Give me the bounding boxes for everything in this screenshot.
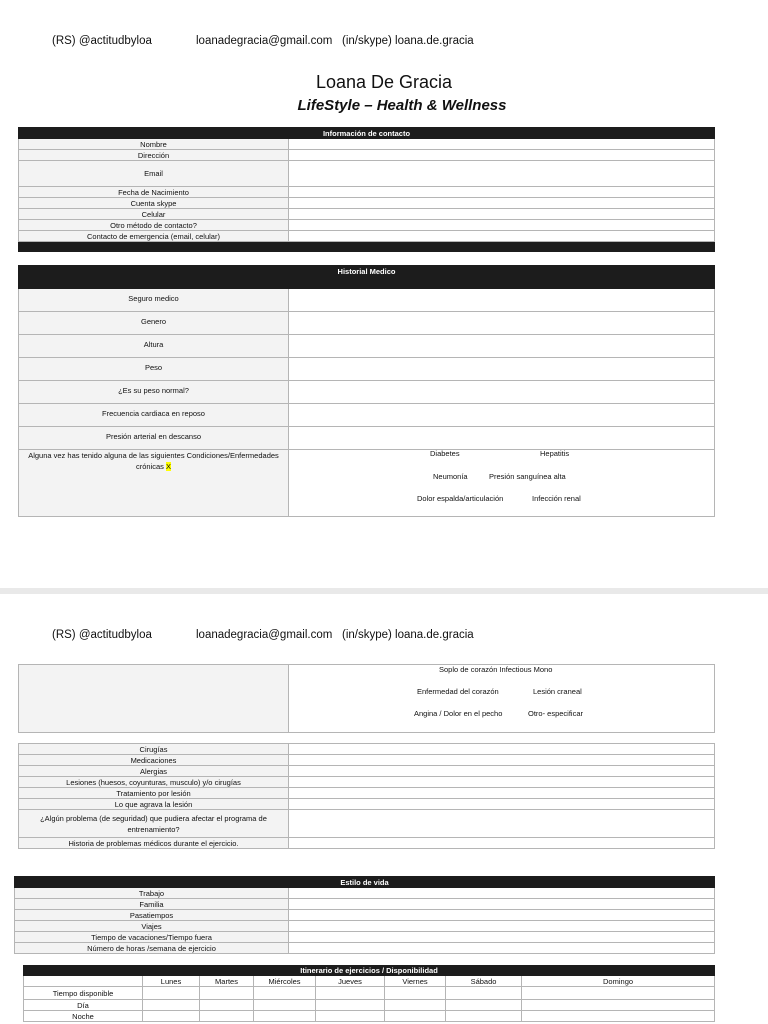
email-address[interactable]: loanadegracia@gmail.com [196, 629, 333, 641]
field-label: Lesiones (huesos, coyunturas, musculo) y/o cirugías [19, 777, 289, 788]
conditions-label-cell [19, 665, 289, 733]
schedule-cell[interactable] [522, 987, 715, 1000]
field-label: Cirugías [19, 744, 289, 755]
field-input[interactable] [289, 921, 715, 932]
field-input[interactable] [289, 209, 715, 220]
lifestyle-table [14, 876, 715, 954]
field-label: Familia [15, 899, 289, 910]
skype-handle[interactable]: (in/skype) loana.de.gracia [342, 35, 474, 47]
field-input[interactable] [289, 161, 715, 187]
field-label: Genero [19, 312, 289, 335]
medical-history-table [18, 265, 715, 517]
day-header-domingo: Domingo [522, 976, 715, 987]
medical-details-table [18, 743, 715, 849]
conditions-label: Alguna vez has tenido alguna de las siguientes Condiciones/Enfermedades crónicas [28, 451, 279, 471]
field-input[interactable] [289, 932, 715, 943]
schedule-cell[interactable] [385, 987, 446, 1000]
field-label: Presión arterial en descanso [19, 427, 289, 450]
schedule-cell[interactable] [200, 1011, 254, 1022]
schedule-cell[interactable] [316, 1011, 385, 1022]
schedule-cell[interactable] [446, 987, 522, 1000]
table-footer-bar [19, 242, 715, 252]
field-input[interactable] [289, 888, 715, 899]
field-input[interactable] [289, 910, 715, 921]
schedule-row-label: Noche [24, 1011, 143, 1022]
field-input[interactable] [289, 744, 715, 755]
field-label: Alergias [19, 766, 289, 777]
lifestyle-heading: Estilo de vida [15, 877, 715, 888]
field-label: ¿Es su peso normal? [19, 381, 289, 404]
field-label: Cuenta skype [19, 198, 289, 209]
field-label: Seguro medico [19, 289, 289, 312]
field-label: Otro método de contacto? [19, 220, 289, 231]
field-label: Número de horas /semana de ejercicio [15, 943, 289, 954]
schedule-cell[interactable] [143, 1011, 200, 1022]
schedule-cell[interactable] [200, 1000, 254, 1011]
field-label: ¿Algún problema (de seguridad) que pudiera afectar el programa de entrenamiento? [19, 810, 289, 838]
field-input[interactable] [289, 404, 715, 427]
day-header-sabado: Sábado [446, 976, 522, 987]
field-label: Nombre [19, 139, 289, 150]
conditions-options-cell [289, 665, 715, 733]
day-header-jueves: Jueves [316, 976, 385, 987]
field-input[interactable] [289, 381, 715, 404]
conditions-options-cell [289, 450, 715, 517]
day-header-lunes: Lunes [143, 976, 200, 987]
schedule-cell[interactable] [385, 1011, 446, 1022]
social-handle[interactable]: (RS) @actitudbyloa [52, 629, 152, 641]
schedule-cell[interactable] [200, 987, 254, 1000]
field-input[interactable] [289, 899, 715, 910]
condition-option[interactable]: Enfermedad del corazón [417, 687, 499, 696]
field-input[interactable] [289, 139, 715, 150]
condition-option[interactable]: Infección renal [532, 494, 581, 503]
contact-info-heading: Información de contacto [19, 128, 715, 139]
condition-option[interactable]: Neumonía [433, 472, 468, 481]
field-input[interactable] [289, 810, 715, 838]
field-input[interactable] [289, 799, 715, 810]
field-label: Celular [19, 209, 289, 220]
day-header-martes: Martes [200, 976, 254, 987]
field-label: Peso [19, 358, 289, 381]
field-label: Tratamiento por lesión [19, 788, 289, 799]
field-label: Medicaciones [19, 755, 289, 766]
field-input[interactable] [289, 335, 715, 358]
field-input[interactable] [289, 427, 715, 450]
schedule-cell[interactable] [316, 1000, 385, 1011]
field-input[interactable] [289, 289, 715, 312]
schedule-cell[interactable] [446, 1011, 522, 1022]
condition-option[interactable]: Otro- especificar [528, 709, 584, 718]
field-input[interactable] [289, 187, 715, 198]
condition-option[interactable]: Diabetes [430, 449, 460, 458]
field-label: Contacto de emergencia (email, celular) [19, 231, 289, 242]
page-title: Loana De Gracia [315, 72, 453, 92]
schedule-corner [24, 976, 143, 987]
social-handle[interactable]: (RS) @actitudbyloa [52, 35, 152, 47]
day-header-viernes: Viernes [385, 976, 446, 987]
schedule-row-label: Tiempo disponible [24, 987, 143, 1000]
field-input[interactable] [289, 231, 715, 242]
field-label: Trabajo [15, 888, 289, 899]
schedule-table [23, 965, 715, 1022]
field-label: Frecuencia cardiaca en reposo [19, 404, 289, 427]
contact-info-table [18, 127, 715, 252]
schedule-heading: Itinerario de ejercicios / Disponibilidad [24, 966, 715, 976]
page-subtitle: LifeStyle – Health & Wellness [297, 97, 507, 114]
field-label: Pasatiempos [15, 910, 289, 921]
field-input[interactable] [289, 766, 715, 777]
day-header-miercoles: Miércoles [254, 976, 316, 987]
condition-option[interactable]: Angina / Dolor en el pecho [414, 709, 503, 718]
field-input[interactable] [289, 358, 715, 381]
field-label: Lo que agrava la lesión [19, 799, 289, 810]
condition-option[interactable]: Hepatitis [540, 449, 570, 458]
field-input[interactable] [289, 788, 715, 799]
condition-option[interactable]: Soplo de corazón Infectious Mono [439, 665, 553, 674]
field-label: Dirección [19, 150, 289, 161]
field-label: Email [19, 161, 289, 187]
schedule-cell[interactable] [385, 1000, 446, 1011]
field-input[interactable] [289, 943, 715, 954]
conditions-label-cell [19, 450, 289, 517]
conditions-mark: X [166, 462, 172, 471]
schedule-cell[interactable] [254, 987, 316, 1000]
field-input[interactable] [289, 755, 715, 766]
field-input[interactable] [289, 150, 715, 161]
schedule-cell[interactable] [446, 1000, 522, 1011]
field-input[interactable] [289, 220, 715, 231]
schedule-cell[interactable] [522, 1000, 715, 1011]
schedule-cell[interactable] [254, 1011, 316, 1022]
field-label: Historia de problemas médicos durante el ejercicio. [19, 838, 289, 849]
schedule-cell[interactable] [522, 1011, 715, 1022]
schedule-cell[interactable] [143, 987, 200, 1000]
condition-option[interactable]: Presión sanguínea alta [489, 472, 566, 481]
field-label: Altura [19, 335, 289, 358]
medical-history-heading: Historial Medico [19, 266, 715, 289]
field-label: Tiempo de vacaciones/Tiempo fuera [15, 932, 289, 943]
field-input[interactable] [289, 312, 715, 335]
schedule-cell[interactable] [254, 1000, 316, 1011]
page-2 [0, 594, 768, 1024]
schedule-cell[interactable] [143, 1000, 200, 1011]
conditions-continued-table [18, 664, 715, 733]
condition-option[interactable]: Dolor espalda/articulación [417, 494, 504, 503]
field-input[interactable] [289, 777, 715, 788]
condition-option[interactable]: Lesión craneal [533, 687, 582, 696]
field-input[interactable] [289, 198, 715, 209]
schedule-row-label: Día [24, 1000, 143, 1011]
field-label: Viajes [15, 921, 289, 932]
field-label: Fecha de Nacimiento [19, 187, 289, 198]
email-address[interactable]: loanadegracia@gmail.com [196, 35, 333, 47]
schedule-cell[interactable] [316, 987, 385, 1000]
skype-handle[interactable]: (in/skype) loana.de.gracia [342, 629, 474, 641]
field-input[interactable] [289, 838, 715, 849]
